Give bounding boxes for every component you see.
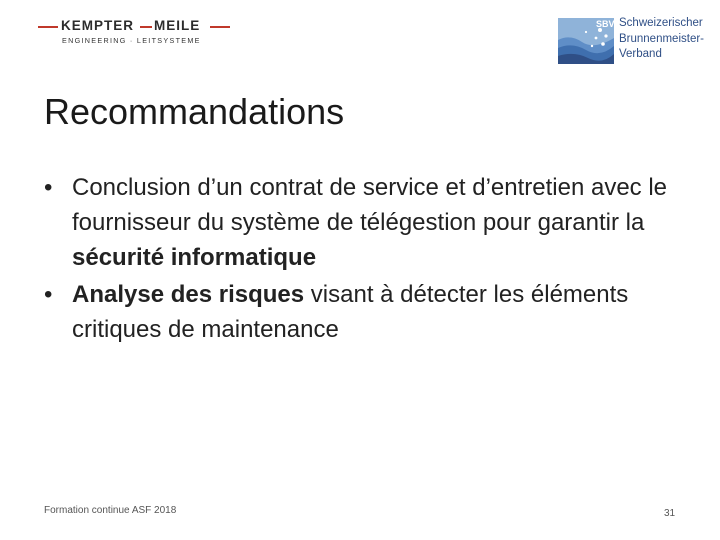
- logo-word-kempter: KEMPTER: [61, 18, 135, 33]
- sbv-logo: [556, 16, 716, 66]
- sbv-abbr: SBV: [596, 19, 615, 29]
- slide-title: Recommandations: [44, 91, 345, 132]
- sbv-water-icon: [556, 18, 616, 64]
- kempter-meile-logo: [38, 18, 233, 46]
- sbv-name-line2: Brunnenmeister-: [619, 32, 705, 45]
- bullet1-bold: sécurité informatique: [72, 244, 317, 271]
- logo-subtitle: ENGINEERING · LEITSYSTEME: [62, 36, 201, 45]
- bullet-item: [44, 277, 716, 347]
- bullet2-bold: Analyse des risques: [72, 281, 305, 308]
- logo-accent-bar: [210, 26, 230, 28]
- bullet-symbol: •: [44, 281, 53, 308]
- bullet-symbol: •: [44, 174, 53, 201]
- bullet-item: [44, 170, 716, 275]
- logo-word-meile: MEILE: [154, 18, 201, 33]
- logo-accent-bar: [140, 26, 152, 28]
- page-number: 31: [664, 508, 676, 519]
- sbv-name-line1: Schweizerischer: [619, 17, 703, 29]
- sbv-name-line3: Verband: [619, 48, 662, 60]
- logo-accent-bar: [38, 26, 58, 28]
- bullet-list: [44, 170, 716, 349]
- kempter-meile-wordmark: [38, 18, 233, 34]
- footer-text: Formation continue ASF 2018: [44, 505, 177, 516]
- bullet1-text: Conclusion d’un contrat de service et d’entretien avec le fournisseur du système de télégestion pour garantir la: [72, 174, 668, 236]
- sbv-name: [619, 16, 704, 63]
- bullet2-text: visant à détecter les éléments critiques de maintenance: [72, 281, 629, 343]
